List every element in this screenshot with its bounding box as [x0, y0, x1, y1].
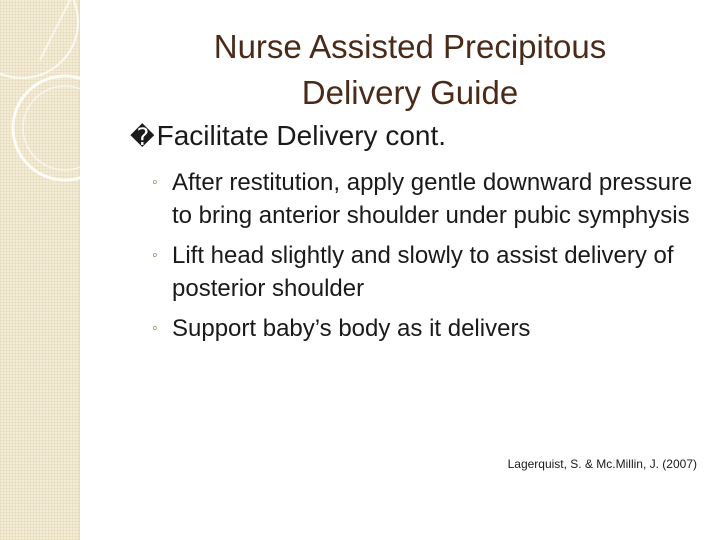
heading-text: Facilitate Delivery cont. — [156, 120, 447, 151]
list-item — [150, 312, 710, 345]
bullet-text: After restitution, apply gentle downward pressure to bring anterior shoulder under pubic symphysis — [172, 169, 693, 229]
bullet-marker: ◦ — [152, 174, 158, 191]
bullet-marker: ◦ — [152, 320, 158, 337]
decorative-rings — [0, 0, 160, 200]
heading-marker: � — [130, 124, 155, 151]
title-line-1: Nurse Assisted Precipitous — [213, 28, 607, 65]
bullet-text: Lift head slightly and slowly to assist delivery of posterior shoulder — [172, 242, 674, 302]
list-item — [150, 166, 710, 232]
citation: Lagerquist, S. & Mc.Millin, J. (2007) — [507, 457, 697, 471]
slide-title — [150, 24, 670, 116]
bullet-list — [150, 166, 710, 352]
title-line-2: Delivery Guide — [301, 74, 519, 111]
section-heading — [130, 120, 446, 152]
bullet-marker: ◦ — [152, 247, 158, 264]
list-item — [150, 239, 710, 305]
bullet-text: Support baby’s body as it delivers — [172, 315, 531, 342]
